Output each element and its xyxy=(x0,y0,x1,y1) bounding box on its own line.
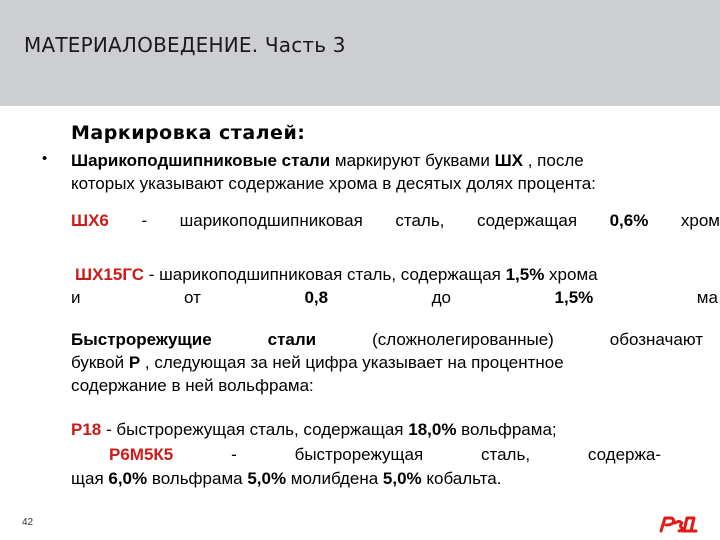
example-r18: Р18 - быстрорежущая сталь, содержащая 18,0% вольфрама; xyxy=(71,420,557,439)
slide-content xyxy=(0,106,720,540)
fast-cutting-term: Быстрорежущие xyxy=(71,330,212,349)
fast-cutting-paragraph: Быстрорежущие стали (сложнолегированные) обозначают буквой Р , следующая за ней цифра указывает на процентное содержание в ней вольфрама: xyxy=(71,330,703,395)
grade-code: Р6М5К5 xyxy=(109,445,174,464)
fast-cutting-code: Р xyxy=(128,353,141,372)
bearing-steel-term: Шарикоподшипниковые стали xyxy=(71,151,331,170)
grade-code: ШХ6 xyxy=(71,211,109,230)
bearing-code: ШХ xyxy=(494,151,523,170)
example-shx15gs: ШХ15ГС - шарикоподшипниковая сталь, содержащая 1,5% хрома xyxy=(75,265,598,284)
example-shx6: ШХ6 - шарикоподшипниковая сталь, содержащая 0,6% хром xyxy=(71,211,720,230)
page-number: 42 xyxy=(22,517,34,528)
grade-code: ШХ15ГС xyxy=(75,265,145,284)
header-bar xyxy=(0,0,720,106)
grade-code: Р18 xyxy=(71,420,102,439)
bearing-paragraph: Шарикоподшипниковые стали маркируют буквами ШХ , после которых указывают содержание хрома в десятых долях процента: xyxy=(71,149,711,195)
bullet-marker: • xyxy=(42,150,48,167)
bearing-line-2: которых указывают содержание хрома в десятых долях процента: xyxy=(71,174,596,193)
section-title: Маркировка сталей: xyxy=(71,122,306,144)
slide-header-title: МАТЕРИАЛОВЕДЕНИЕ. Часть 3 xyxy=(24,33,346,57)
chrome-value: 0,6% xyxy=(609,211,649,230)
example-shx15gs-line-2: и от 0,8 до 1,5% ма xyxy=(71,288,718,307)
example-r6m5k5: Р6М5К5 - быстрорежущая сталь, содержа- xyxy=(109,445,661,464)
rzd-logo-icon xyxy=(658,512,700,534)
example-r6m5k5-line-2: щая 6,0% вольфрама 5,0% молибдена 5,0% кобальта. xyxy=(71,469,502,488)
